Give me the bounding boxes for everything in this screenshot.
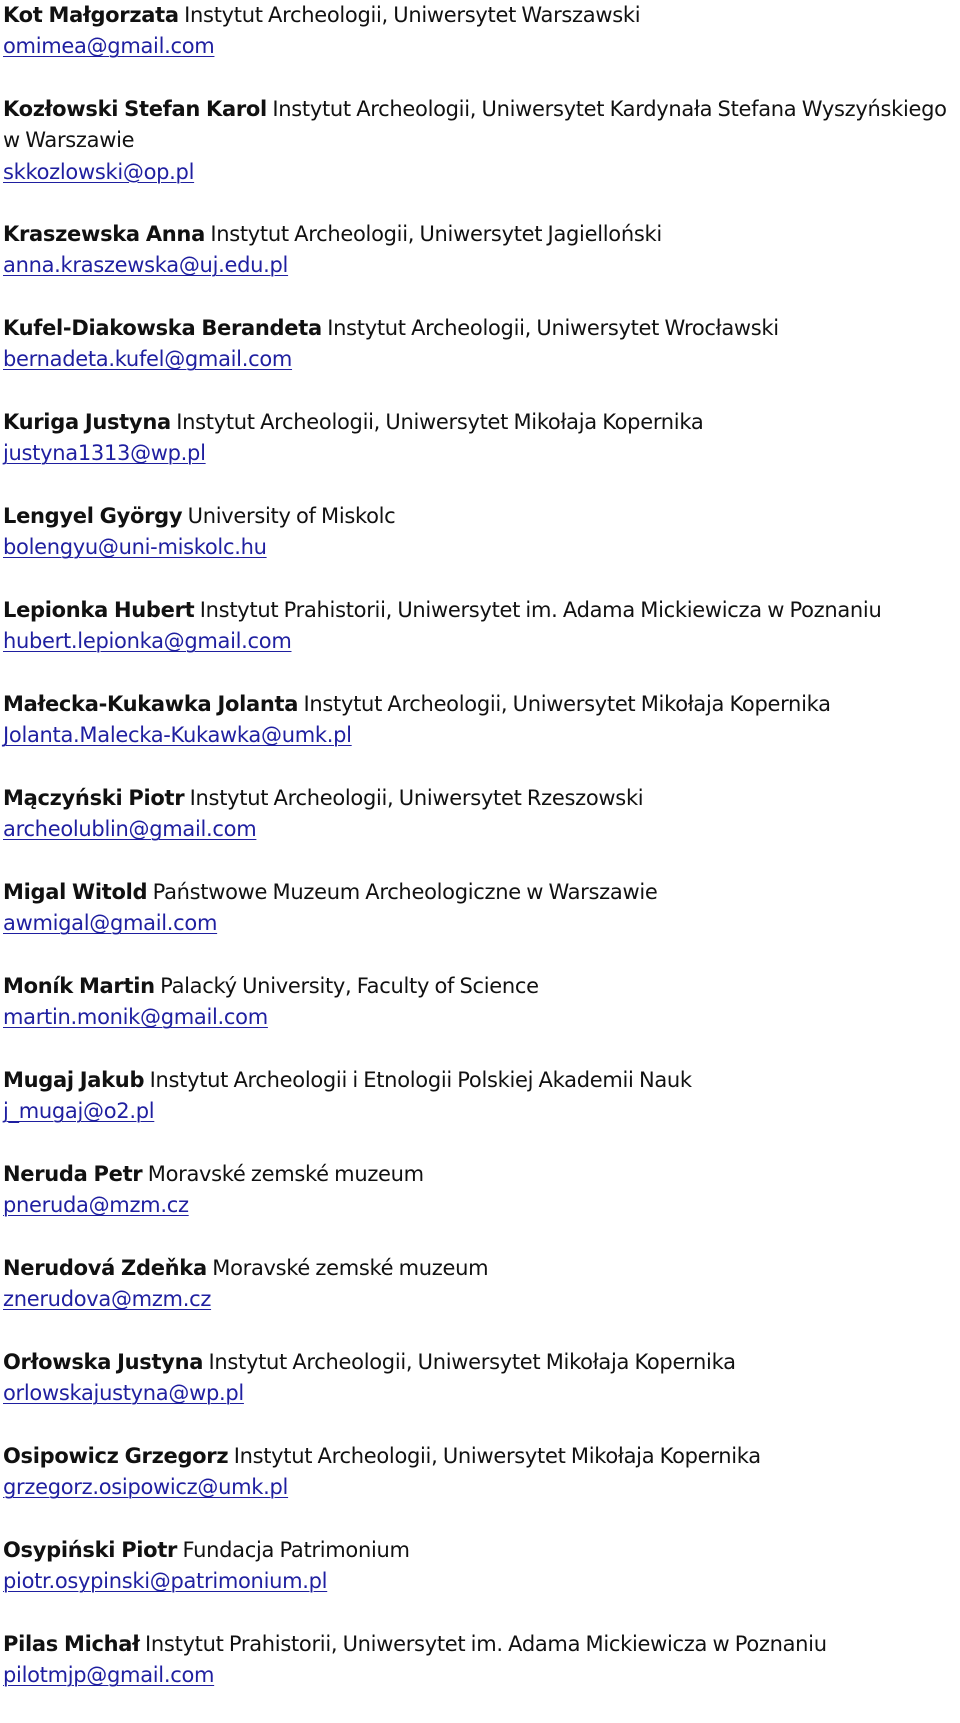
person-name: Osypiński Piotr — [3, 1538, 178, 1562]
list-item — [3, 1253, 953, 1347]
person-name: Lengyel György — [3, 504, 183, 528]
list-item — [3, 1159, 953, 1253]
person-name: Kot Małgorzata — [3, 3, 179, 27]
affiliation: Instytut Archeologii, Uniwersytet Mikołaja Kopernika — [303, 692, 831, 716]
affiliation: Instytut Archeologii, Uniwersytet Wrocławski — [327, 316, 779, 340]
affiliation: Instytut Archeologii i Etnologii Polskiej Akademii Nauk — [149, 1068, 692, 1092]
entry-header — [3, 1441, 953, 1472]
person-name: Kufel-Diakowska Berandeta — [3, 316, 322, 340]
list-item — [3, 1535, 953, 1629]
person-name: Osipowicz Grzegorz — [3, 1444, 229, 1468]
email-link[interactable]: archeolublin@gmail.com — [3, 817, 257, 842]
person-name: Nerudová Zdeňka — [3, 1256, 207, 1280]
contact-list — [3, 0, 953, 1723]
list-item — [3, 689, 953, 783]
list-item — [3, 783, 953, 877]
entry-header — [3, 94, 953, 157]
list-item — [3, 501, 953, 595]
list-item — [3, 877, 953, 971]
list-item — [3, 1629, 953, 1723]
list-item — [3, 219, 953, 313]
affiliation: Instytut Archeologii, Uniwersytet Jagielloński — [210, 222, 662, 246]
affiliation: Państwowe Muzeum Archeologiczne w Warszawie — [152, 880, 658, 904]
entry-header — [3, 1347, 953, 1378]
entry-header — [3, 1253, 953, 1284]
affiliation: Instytut Archeologii, Uniwersytet Mikołaja Kopernika — [176, 410, 704, 434]
email-link[interactable]: bernadeta.kufel@gmail.com — [3, 347, 293, 372]
person-name: Kraszewska Anna — [3, 222, 205, 246]
email-link[interactable]: justyna1313@wp.pl — [3, 441, 206, 466]
entry-header — [3, 877, 953, 908]
email-link[interactable]: pneruda@mzm.cz — [3, 1193, 189, 1218]
email-link[interactable]: piotr.osypinski@patrimonium.pl — [3, 1569, 328, 1594]
list-item — [3, 1441, 953, 1535]
affiliation: Instytut Prahistorii, Uniwersytet im. Adama Mickiewicza w Poznaniu — [199, 598, 882, 622]
entry-header — [3, 1065, 953, 1096]
email-link[interactable]: bolengyu@uni-miskolc.hu — [3, 535, 267, 560]
list-item — [3, 94, 953, 219]
affiliation: Fundacja Patrimonium — [182, 1538, 410, 1562]
entry-header — [3, 1629, 953, 1660]
email-link[interactable]: hubert.lepionka@gmail.com — [3, 629, 292, 654]
person-name: Małecka-Kukawka Jolanta — [3, 692, 299, 716]
email-link[interactable]: orlowskajustyna@wp.pl — [3, 1381, 244, 1406]
entry-header — [3, 0, 953, 31]
email-link[interactable]: znerudova@mzm.cz — [3, 1287, 212, 1312]
list-item — [3, 595, 953, 689]
person-name: Moník Martin — [3, 974, 155, 998]
list-item — [3, 1347, 953, 1441]
email-link[interactable]: Jolanta.Malecka-Kukawka@umk.pl — [3, 723, 352, 748]
entry-header — [3, 1159, 953, 1190]
entry-header — [3, 313, 953, 344]
person-name: Mugaj Jakub — [3, 1068, 145, 1092]
entry-header — [3, 689, 953, 720]
list-item — [3, 1065, 953, 1159]
affiliation: Instytut Prahistorii, Uniwersytet im. Adama Mickiewicza w Poznaniu — [145, 1632, 827, 1656]
affiliation: Moravské zemské muzeum — [147, 1162, 424, 1186]
person-name: Migal Witold — [3, 880, 148, 904]
list-item — [3, 407, 953, 501]
person-name: Pilas Michał — [3, 1632, 140, 1656]
affiliation: Instytut Archeologii, Uniwersytet Mikołaja Kopernika — [208, 1350, 736, 1374]
entry-header — [3, 407, 953, 438]
affiliation: Instytut Archeologii, Uniwersytet Kardynała Stefana Wyszyńskiego w Warszawie — [3, 97, 947, 153]
person-name: Mączyński Piotr — [3, 786, 185, 810]
email-link[interactable]: awmigal@gmail.com — [3, 911, 218, 936]
affiliation: Instytut Archeologii, Uniwersytet Warszawski — [184, 3, 641, 27]
affiliation: Instytut Archeologii, Uniwersytet Mikołaja Kopernika — [233, 1444, 761, 1468]
email-link[interactable]: skkozlowski@op.pl — [3, 159, 195, 184]
list-item — [3, 971, 953, 1065]
list-item — [3, 0, 953, 94]
email-link[interactable]: martin.monik@gmail.com — [3, 1005, 268, 1030]
person-name: Lepionka Hubert — [3, 598, 195, 622]
entry-header — [3, 595, 953, 626]
person-name: Orłowska Justyna — [3, 1350, 204, 1374]
email-link[interactable]: j_mugaj@o2.pl — [3, 1099, 155, 1124]
entry-header — [3, 1535, 953, 1566]
email-link[interactable]: anna.kraszewska@uj.edu.pl — [3, 253, 289, 278]
email-link[interactable]: omimea@gmail.com — [3, 34, 215, 59]
entry-header — [3, 783, 953, 814]
email-link[interactable]: grzegorz.osipowicz@umk.pl — [3, 1475, 289, 1500]
entry-header — [3, 971, 953, 1002]
affiliation: Instytut Archeologii, Uniwersytet Rzeszowski — [189, 786, 644, 810]
affiliation: Palacký University, Faculty of Science — [160, 974, 539, 998]
entry-header — [3, 501, 953, 532]
person-name: Kozłowski Stefan Karol — [3, 97, 267, 121]
list-item — [3, 313, 953, 407]
email-link[interactable]: pilotmjp@gmail.com — [3, 1663, 215, 1688]
entry-header — [3, 219, 953, 250]
person-name: Neruda Petr — [3, 1162, 143, 1186]
affiliation: University of Miskolc — [187, 504, 396, 528]
affiliation: Moravské zemské muzeum — [212, 1256, 489, 1280]
person-name: Kuriga Justyna — [3, 410, 171, 434]
